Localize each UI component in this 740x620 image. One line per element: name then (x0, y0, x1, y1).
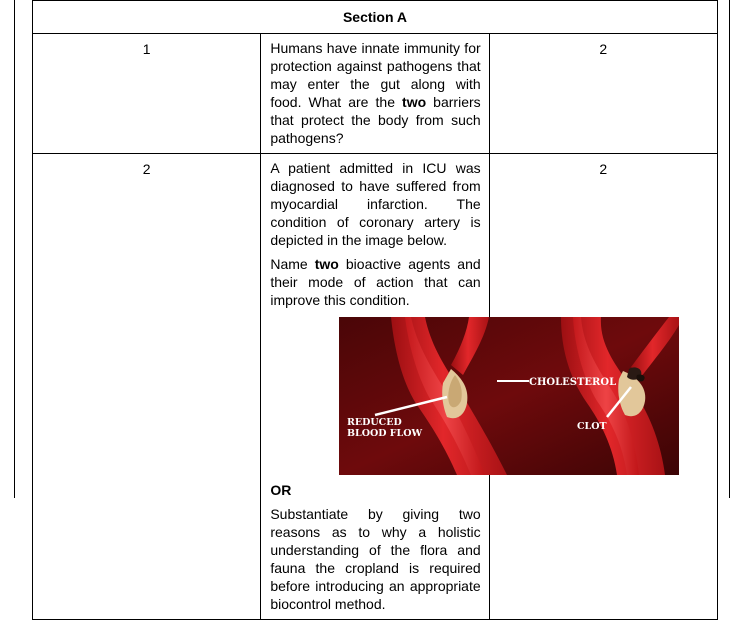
question-text-emphasis: two (314, 256, 339, 272)
label-clot: CLOT (577, 421, 607, 432)
question-text (261, 154, 617, 620)
question-paragraph: A patient admitted in ICU was diagnosed to have suffered from myocardial infarction. The condition of coronary artery is depicted in the image below. (270, 160, 481, 248)
question-row-1 (33, 34, 718, 154)
question-marks: 2 (489, 154, 717, 620)
question-text-part: Name (270, 256, 315, 272)
page-border-right (729, 0, 730, 498)
question-marks: 2 (489, 34, 717, 154)
question-text (261, 34, 489, 154)
page-border-left (14, 0, 15, 498)
question-text-part: bioactive agents and their mode of action that can improve this condition. (270, 256, 481, 308)
section-header-row (33, 1, 718, 34)
question-text-emphasis: two (402, 94, 427, 110)
label-cholesterol: CHOLESTEROL (529, 377, 617, 388)
label-reduced: REDUCED (347, 417, 403, 428)
question-number: 1 (33, 34, 261, 154)
label-blood-flow: BLOOD FLOW (347, 428, 423, 439)
or-label: OR (270, 482, 292, 498)
question-text-part: Humans have innate immunity for protection against pathogens that may enter the gut along with food. What are the (270, 40, 481, 110)
question-table (32, 0, 718, 620)
question-number: 2 (33, 154, 261, 620)
question-row-2 (33, 154, 718, 620)
section-title: Section A (33, 1, 718, 34)
coronary-artery-figure (339, 317, 679, 475)
question-text-part: barriers that protect the body from such pathogens? (270, 94, 481, 146)
alternative-question: Substantiate by giving two reasons as to why a holistic understanding of the flora and fauna the cropland is required before introducing an appropriate biocontrol method. (270, 506, 481, 612)
